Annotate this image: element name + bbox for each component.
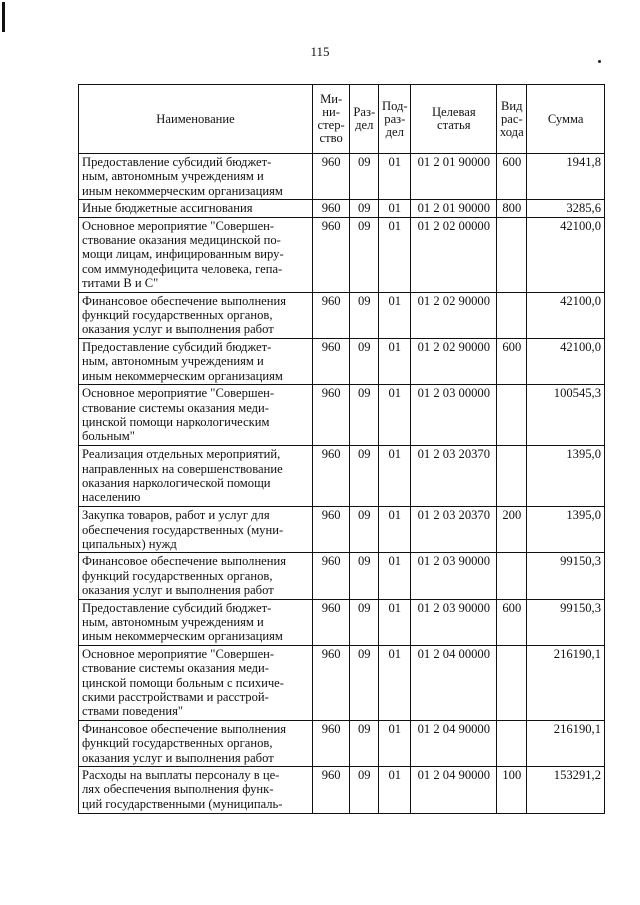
cell-podrazdel: 01	[379, 645, 411, 720]
text-line: статья	[437, 118, 471, 132]
cell-vid	[497, 553, 527, 599]
cell-ministry: 960	[313, 200, 350, 217]
cell-podrazdel: 01	[379, 599, 411, 645]
text-line: Вид	[501, 98, 523, 113]
table-row	[79, 154, 605, 200]
cell-target: 01 2 04 00000	[411, 645, 497, 720]
page-number: 115	[310, 44, 330, 59]
cell-podrazdel: 01	[379, 720, 411, 766]
cell-sum: 42100,0	[527, 292, 605, 338]
cell-razdel: 09	[350, 507, 379, 553]
text-line: ни-	[322, 105, 340, 119]
cell-podrazdel: 01	[379, 553, 411, 599]
text-line: стер-	[317, 118, 345, 132]
cell-target: 01 2 02 90000	[411, 338, 497, 384]
cell-name	[79, 217, 313, 292]
text-line: Расходы на выплаты персоналу в це-	[82, 768, 280, 782]
text-line: цинской помощи наркологическим	[82, 414, 270, 429]
scan-edge-mark	[2, 2, 5, 32]
text-line: ным, автономным учреждениям и	[82, 169, 264, 184]
text-line: иным некоммерческим организациям	[82, 183, 283, 198]
cell-vid	[497, 217, 527, 292]
text-line: цинской помощи больным с психиче-	[82, 675, 284, 690]
text-line: ствами поведения"	[82, 704, 184, 719]
cell-name	[79, 720, 313, 766]
cell-razdel: 09	[350, 645, 379, 720]
text-line: Наименование	[156, 111, 235, 126]
cell-razdel: 09	[350, 446, 379, 507]
cell-ministry: 960	[313, 720, 350, 766]
cell-podrazdel: 01	[379, 338, 411, 384]
cell-name	[79, 292, 313, 338]
text-line: функций государственных органов,	[82, 736, 273, 751]
text-line: дел	[355, 118, 374, 132]
cell-sum: 99150,3	[527, 553, 605, 599]
header-razdel	[350, 85, 379, 154]
text-line: дел	[385, 124, 404, 139]
text-line: иным некоммерческим организациям	[82, 368, 283, 383]
table-row	[79, 385, 605, 446]
cell-name	[79, 599, 313, 645]
cell-razdel: 09	[350, 553, 379, 599]
cell-sum: 42100,0	[527, 217, 605, 292]
text-line: больным"	[82, 429, 135, 444]
text-line: сом иммунодефицита человека, гепа-	[82, 261, 283, 276]
text-line: Предоставление субсидий бюджет-	[82, 155, 272, 169]
cell-target: 01 2 03 20370	[411, 446, 497, 507]
text-line: ствование системы оказания меди-	[82, 661, 269, 676]
header-sum	[527, 85, 605, 154]
header-vid	[497, 85, 527, 154]
cell-razdel: 09	[350, 154, 379, 200]
cell-target: 01 2 03 20370	[411, 507, 497, 553]
cell-razdel: 09	[350, 385, 379, 446]
cell-ministry: 960	[313, 446, 350, 507]
table-row	[79, 446, 605, 507]
cell-ministry: 960	[313, 338, 350, 384]
cell-razdel: 09	[350, 720, 379, 766]
cell-ministry: 960	[313, 292, 350, 338]
text-line: Иные бюджетные ассигнования	[82, 201, 253, 216]
table-row	[79, 292, 605, 338]
text-line: Финансовое обеспечение выполнения	[82, 721, 287, 736]
cell-target: 01 2 03 90000	[411, 553, 497, 599]
cell-ministry: 960	[313, 767, 350, 814]
cell-ministry: 960	[313, 507, 350, 553]
cell-sum: 216190,1	[527, 720, 605, 766]
cell-ministry: 960	[313, 553, 350, 599]
cell-target: 01 2 01 90000	[411, 154, 497, 200]
cell-razdel: 09	[350, 767, 379, 814]
text-line: Финансовое обеспечение выполнения	[82, 293, 287, 308]
text-line: ствование оказания медицинской по-	[82, 233, 281, 248]
cell-name	[79, 553, 313, 599]
text-line: обеспечения государственных (муни-	[82, 522, 284, 537]
text-line: хода	[499, 124, 524, 139]
text-line: ствование системы оказания меди-	[82, 400, 269, 415]
text-line: оказания услуг и выполнения работ	[82, 583, 274, 598]
cell-ministry: 960	[313, 385, 350, 446]
text-line: Под-	[381, 98, 408, 113]
cell-target: 01 2 04 90000	[411, 720, 497, 766]
cell-sum: 216190,1	[527, 645, 605, 720]
cell-vid	[497, 385, 527, 446]
cell-name	[79, 338, 313, 384]
table-header-row	[79, 85, 605, 154]
header-name	[79, 85, 313, 154]
cell-target: 01 2 01 90000	[411, 200, 497, 217]
text-line: функций государственных органов,	[82, 568, 273, 583]
cell-name	[79, 446, 313, 507]
text-line: ным, автономным учреждениям и	[82, 354, 264, 369]
text-line: ций государственными (муниципаль-	[82, 796, 283, 811]
cell-target: 01 2 04 90000	[411, 767, 497, 814]
cell-vid: 100	[497, 767, 527, 814]
cell-vid: 600	[497, 154, 527, 200]
text-line: титами В и С"	[82, 276, 159, 291]
text-line: Основное мероприятие "Совершен-	[82, 386, 275, 401]
cell-vid	[497, 645, 527, 720]
cell-sum: 153291,2	[527, 767, 605, 814]
cell-target: 01 2 03 90000	[411, 599, 497, 645]
text-line: Основное мероприятие "Совершен-	[82, 218, 275, 233]
cell-ministry: 960	[313, 154, 350, 200]
cell-podrazdel: 01	[379, 446, 411, 507]
table-row	[79, 645, 605, 720]
table-row	[79, 767, 605, 814]
text-line: ным, автономным учреждениям и	[82, 614, 264, 629]
cell-sum: 1395,0	[527, 507, 605, 553]
text-line: Финансовое обеспечение выполнения	[82, 554, 287, 569]
cell-name	[79, 200, 313, 217]
cell-vid	[497, 720, 527, 766]
cell-vid: 600	[497, 599, 527, 645]
cell-target: 01 2 02 00000	[411, 217, 497, 292]
cell-razdel: 09	[350, 217, 379, 292]
table-row	[79, 200, 605, 217]
budget-table	[78, 84, 605, 814]
cell-podrazdel: 01	[379, 200, 411, 217]
header-target	[411, 85, 497, 154]
cell-name	[79, 645, 313, 720]
cell-podrazdel: 01	[379, 154, 411, 200]
cell-podrazdel: 01	[379, 507, 411, 553]
text-line: оказания наркологической помощи	[82, 475, 271, 490]
cell-razdel: 09	[350, 200, 379, 217]
header-ministry	[313, 85, 350, 154]
text-line: Ми-	[320, 92, 343, 106]
table-row	[79, 553, 605, 599]
text-line: Целевая	[431, 105, 476, 119]
table-row	[79, 217, 605, 292]
cell-target: 01 2 03 00000	[411, 385, 497, 446]
cell-sum: 42100,0	[527, 338, 605, 384]
text-line: скими расстройствами и расстрой-	[82, 689, 269, 704]
table-row	[79, 338, 605, 384]
text-line: иным некоммерческим организациям	[82, 629, 283, 644]
cell-name	[79, 385, 313, 446]
text-line: ципальных) нужд	[82, 536, 177, 551]
text-line: направленных на совершенствование	[82, 461, 283, 476]
text-line: Основное мероприятие "Совершен-	[82, 646, 275, 661]
text-line: Предоставление субсидий бюджет-	[82, 339, 272, 354]
cell-sum: 99150,3	[527, 599, 605, 645]
cell-razdel: 09	[350, 599, 379, 645]
cell-name	[79, 154, 313, 200]
cell-vid	[497, 446, 527, 507]
text-line: ство	[319, 131, 343, 145]
scan-dot	[598, 60, 601, 63]
text-line: рас-	[500, 111, 523, 126]
text-line: Реализация отдельных мероприятий,	[82, 447, 281, 462]
cell-razdel: 09	[350, 338, 379, 384]
text-line: Предоставление субсидий бюджет-	[82, 600, 272, 615]
cell-sum: 1941,8	[527, 154, 605, 200]
cell-sum: 100545,3	[527, 385, 605, 446]
text-line: функций государственных органов,	[82, 308, 273, 323]
table-row	[79, 599, 605, 645]
cell-ministry: 960	[313, 217, 350, 292]
text-line: лях обеспечения выполнения функ-	[82, 782, 274, 797]
cell-vid: 200	[497, 507, 527, 553]
cell-vid	[497, 292, 527, 338]
cell-vid: 800	[497, 200, 527, 217]
table-row	[79, 720, 605, 766]
cell-name	[79, 507, 313, 553]
cell-podrazdel: 01	[379, 767, 411, 814]
cell-ministry: 960	[313, 645, 350, 720]
text-line: населению	[82, 490, 141, 505]
table-row	[79, 507, 605, 553]
text-line: мощи лицам, инфицированным виру-	[82, 247, 284, 262]
text-line: Раз-	[353, 105, 376, 119]
text-line: Закупка товаров, работ и услуг для	[82, 508, 270, 523]
text-line: Сумма	[547, 111, 584, 126]
text-line: оказания услуг и выполнения работ	[82, 322, 274, 337]
text-line: раз-	[384, 111, 406, 126]
cell-vid: 600	[497, 338, 527, 384]
header-podrazdel	[379, 85, 411, 154]
cell-podrazdel: 01	[379, 292, 411, 338]
text-line: оказания услуг и выполнения работ	[82, 750, 274, 765]
cell-razdel: 09	[350, 292, 379, 338]
cell-name	[79, 767, 313, 814]
cell-sum: 3285,6	[527, 200, 605, 217]
cell-sum: 1395,0	[527, 446, 605, 507]
cell-podrazdel: 01	[379, 217, 411, 292]
cell-target: 01 2 02 90000	[411, 292, 497, 338]
cell-podrazdel: 01	[379, 385, 411, 446]
cell-ministry: 960	[313, 599, 350, 645]
